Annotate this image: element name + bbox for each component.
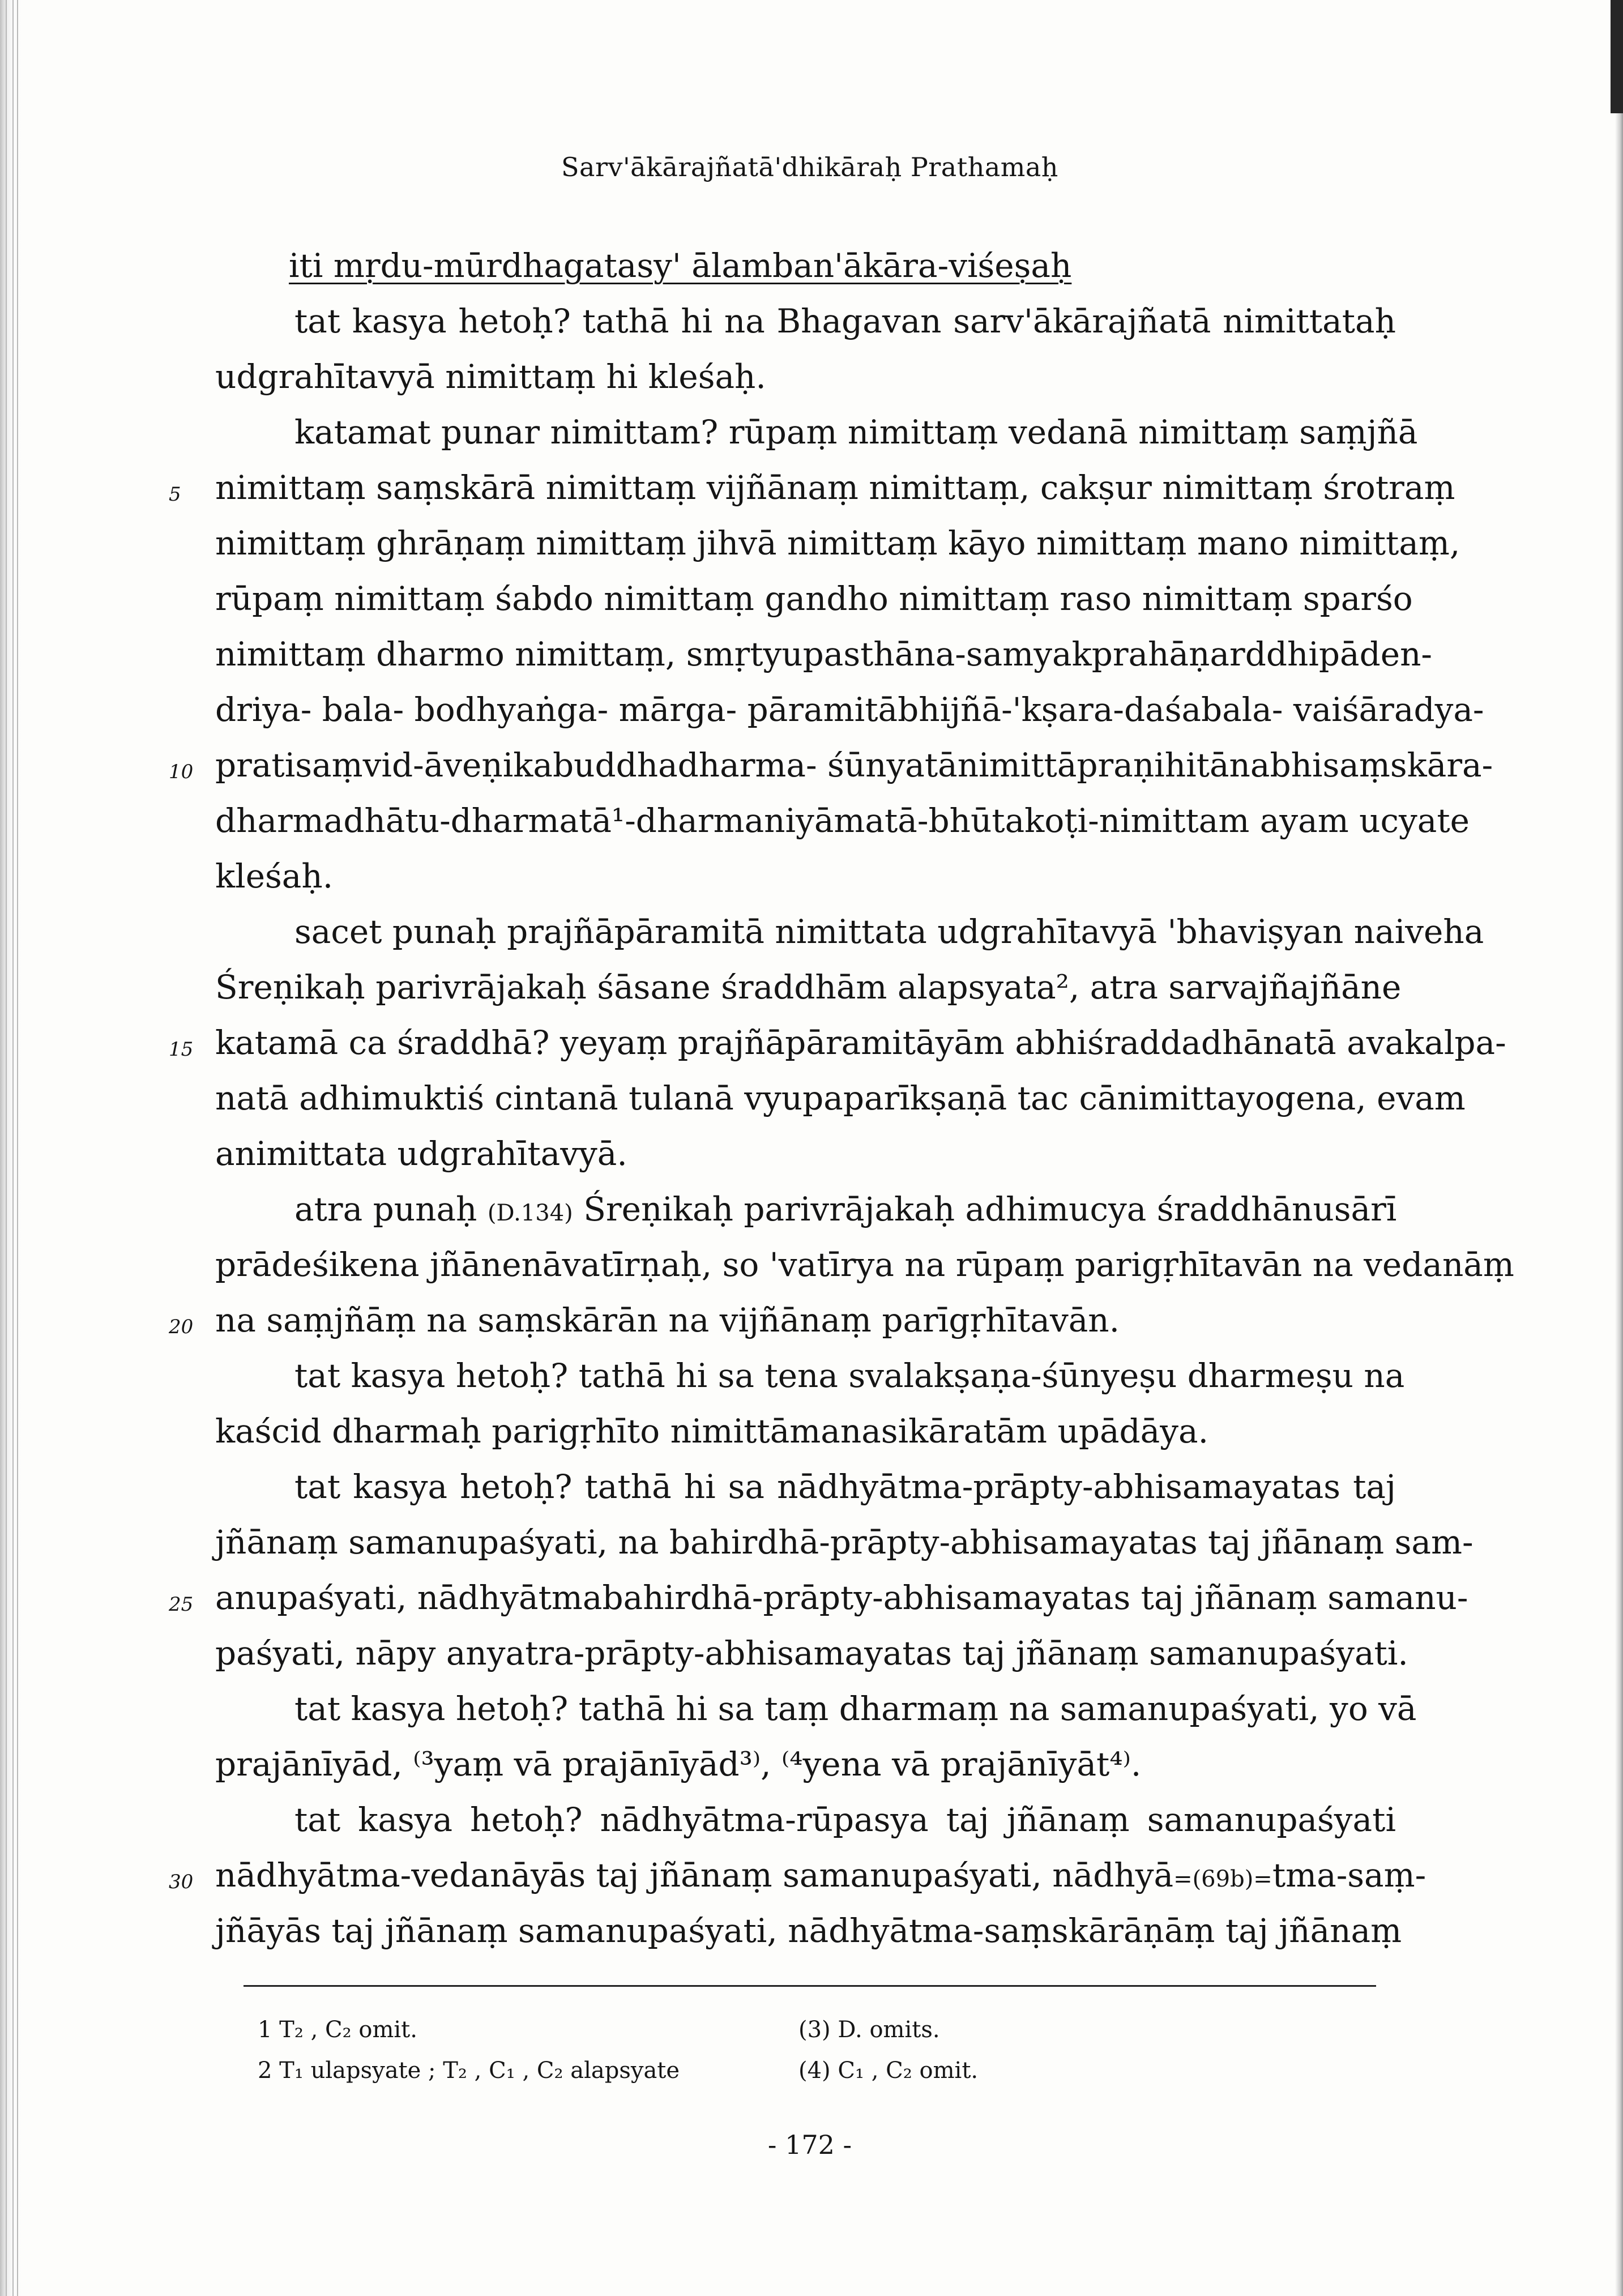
line-text: Śreṇikaḥ parivrājakaḥ adhimucya śraddhānusārī <box>583 1190 1397 1228</box>
text-line <box>169 1847 1426 1903</box>
text-line <box>215 293 1396 349</box>
line-text: anupaśyati, nādhyātmabahirdhā-prāpty-abhisamayatas taj jñānaṃ samanu- <box>215 1578 1468 1617</box>
text-line <box>169 460 1455 515</box>
footnote: 2 T₁ ulapsyate ; T₂ , C₁ , C₂ alapsyate <box>258 2058 680 2084</box>
line-text: atra punaḥ <box>294 1190 477 1228</box>
footnote-row <box>258 2050 1334 2091</box>
line-text: dharmadhātu-dharmatā¹-dharmaniyāmatā-bhūtakoṭi-nimittam ayam ucyate <box>215 801 1470 840</box>
text-line <box>215 571 1413 626</box>
text-line <box>215 1237 1514 1292</box>
footnotes <box>258 2009 1334 2091</box>
text-line <box>169 737 1493 793</box>
footnote: (3) D. omits. <box>798 2017 940 2043</box>
scan-line <box>17 0 18 2296</box>
line-text: tat kasya hetoḥ? tathā hi sa taṃ dharmaṃ na samanupaśyati, yo vā <box>294 1689 1417 1728</box>
text-line <box>215 1126 1396 1181</box>
scan-line <box>6 0 7 2296</box>
text-line <box>215 1681 1417 1736</box>
text-line <box>215 1903 1402 1958</box>
section-heading-text: iti mṛdu-mūrdhagatasy' ālamban'ākāra-viśeṣaḥ <box>289 246 1072 285</box>
page-number: - 172 - <box>767 2129 852 2160</box>
line-text: tat kasya hetoḥ? tathā hi sa tena svalakṣaṇa-śūnyeṣu dharmeṣu na <box>294 1356 1405 1395</box>
line-text: prajānīyād, ⁽³yaṃ vā prajānīyād³⁾, ⁽⁴yena vā prajānīyāt⁴⁾. <box>215 1745 1142 1783</box>
line-text: jñānaṃ samanupaśyati, na bahirdhā-prāpty-abhisamayatas taj jñānaṃ sam- <box>215 1523 1473 1561</box>
text-line <box>169 1292 1396 1348</box>
text-line <box>215 349 1396 404</box>
line-text: paśyati, nāpy anyatra-prāpty-abhisamayatas taj jñānaṃ samanupaśyati. <box>215 1634 1408 1672</box>
footnote-rule <box>244 1985 1376 1987</box>
text-line <box>215 682 1484 737</box>
footnote: (4) C₁ , C₂ omit. <box>798 2058 979 2084</box>
text-line <box>215 1625 1408 1681</box>
line-text: nimittaṃ saṃskārā nimittaṃ vijñānaṃ nimittaṃ, cakṣur nimittaṃ śrotraṃ <box>215 468 1455 507</box>
page-text <box>169 238 1514 1958</box>
line-text: nimittaṃ ghrāṇaṃ nimittaṃ jihvā nimittaṃ kāyo nimittaṃ mano nimittaṃ, <box>215 524 1460 562</box>
text-line <box>215 1070 1466 1126</box>
text-line <box>215 1459 1396 1514</box>
line-text: Śreṇikaḥ parivrājakaḥ śāsane śraddhām alapsyata², atra sarvajñajñāne <box>215 968 1402 1006</box>
line-text: rūpaṃ nimittaṃ śabdo nimittaṃ gandho nimittaṃ raso nimittaṃ sparśo <box>215 579 1413 618</box>
line-text: tat kasya hetoḥ? tathā hi sa nādhyātma-prāpty-abhisamayatas taj <box>294 1467 1396 1506</box>
line-number: 20 <box>169 1316 194 1338</box>
text-line <box>169 1015 1506 1070</box>
folio-reference: =(69b)= <box>1173 1866 1272 1892</box>
text-line <box>215 1348 1405 1403</box>
text-line <box>215 626 1433 682</box>
line-text: nādhyātma-vedanāyās taj jñānaṃ samanupaśyati, nādhyā <box>215 1856 1174 1894</box>
line-number: 15 <box>169 1038 194 1061</box>
line-number: 5 <box>169 483 181 506</box>
text-line <box>215 1792 1396 1847</box>
text-line <box>215 793 1470 848</box>
text-line <box>215 1514 1473 1570</box>
line-text: animittata udgrahītavyā. <box>215 1134 627 1173</box>
line-number: 30 <box>169 1871 194 1893</box>
line-text: udgrahītavyā nimittaṃ hi kleśaḥ. <box>215 357 766 396</box>
scan-edge-right <box>1615 0 1623 2296</box>
line-text: katamā ca śraddhā? yeyaṃ prajñāpāramitāyām abhiśraddadhānatā avakalpa- <box>215 1023 1506 1062</box>
scan-corner-shadow <box>1611 0 1623 113</box>
scan-edge-left <box>0 0 23 2296</box>
text-line <box>215 1181 1396 1237</box>
line-number: 10 <box>169 761 194 783</box>
line-text: kleśaḥ. <box>215 857 334 895</box>
footnote-row <box>258 2009 1334 2050</box>
text-line <box>215 1736 1396 1792</box>
text-line <box>215 848 1396 904</box>
line-text: tat kasya hetoḥ? tathā hi na Bhagavan sarv'ākārajñatā nimittataḥ <box>294 302 1396 340</box>
edition-reference: (D.134) <box>487 1200 573 1226</box>
line-text: pratisaṃvid-āveṇikabuddhadharma- śūnyatānimittāpraṇihitānabhisaṃskāra- <box>215 746 1493 784</box>
text-line <box>215 959 1402 1015</box>
line-text: sacet punaḥ prajñāpāramitā nimittata udgrahītavyā 'bhaviṣyan naiveha <box>294 912 1484 951</box>
line-text: driya- bala- bodhyaṅga- mārga- pāramitābhijñā-'kṣara-daśabala- vaiśāradya- <box>215 690 1484 729</box>
footnote: 1 T₂ , C₂ omit. <box>258 2017 417 2043</box>
running-head: Sarv'ākārajñatā'dhikāraḥ Prathamaḥ <box>561 152 1058 182</box>
text-line <box>169 1570 1468 1625</box>
line-text: katamat punar nimittam? rūpaṃ nimittaṃ vedanā nimittaṃ saṃjñā <box>294 413 1418 451</box>
text-line <box>215 1403 1396 1459</box>
section-heading <box>215 238 1396 293</box>
line-text: prādeśikena jñānenāvatīrṇaḥ, so 'vatīrya na rūpaṃ parigṛhītavān na vedanāṃ <box>215 1245 1514 1284</box>
line-text: nimittaṃ dharmo nimittaṃ, smṛtyupasthāna-samyakprahāṇarddhipāden- <box>215 635 1433 673</box>
text-line <box>215 904 1484 959</box>
text-line <box>215 515 1460 571</box>
line-number: 25 <box>169 1593 194 1616</box>
scan-line <box>12 0 14 2296</box>
line-text: tat kasya hetoḥ? nādhyātma-rūpasya taj jñānaṃ samanupaśyati <box>294 1800 1396 1839</box>
line-text: jñāyās taj jñānaṃ samanupaśyati, nādhyātma-saṃskārāṇāṃ taj jñānaṃ <box>215 1911 1402 1950</box>
line-text: na saṃjñāṃ na saṃskārān na vijñānaṃ parīgṛhītavān. <box>215 1301 1120 1339</box>
text-line <box>215 404 1418 460</box>
line-text: kaścid dharmaḥ parigṛhīto nimittāmanasikāratām upādāya. <box>215 1412 1209 1450</box>
line-text: tma-saṃ- <box>1272 1856 1426 1894</box>
line-text: natā adhimuktiś cintanā tulanā vyupaparīkṣaṇā tac cānimittayogena, evam <box>215 1079 1466 1117</box>
